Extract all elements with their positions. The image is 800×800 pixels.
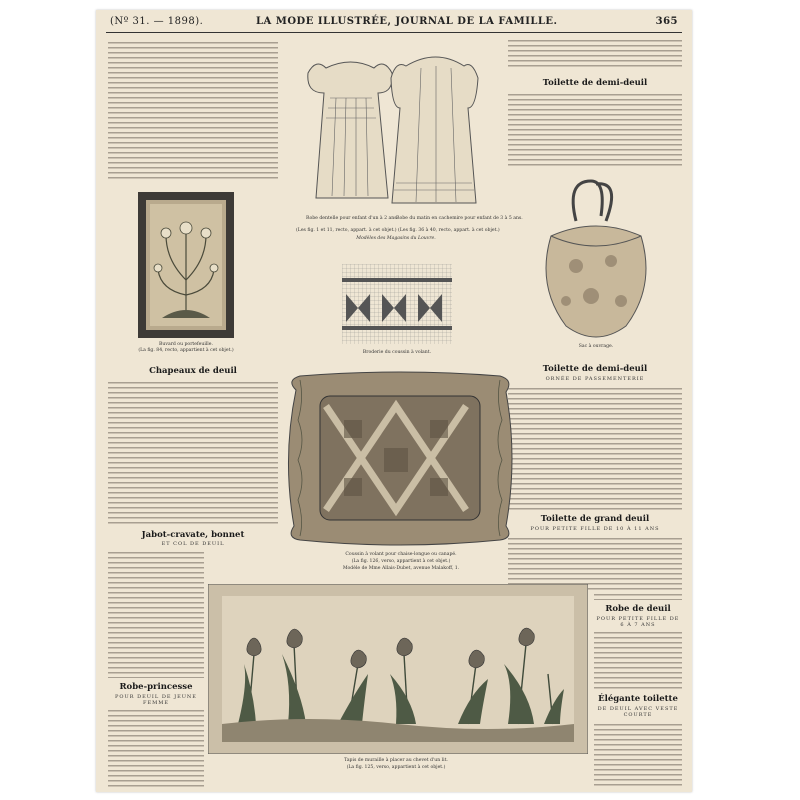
caption-broderie: Broderie du coussin à volant. <box>362 350 432 355</box>
broderie-pattern <box>342 264 452 344</box>
section-subtitle-robe-deuil: POUR PETITE FILLE DE 6 À 7 ANS <box>596 616 680 628</box>
text-block <box>108 708 204 788</box>
caption-tapis: Tapis de muraille à placer au chevet d'un lit. <box>344 758 448 763</box>
section-subtitle-grand-deuil: POUR PETITE FILLE DE 10 À 11 ANS <box>530 526 660 532</box>
sac-illustration <box>536 176 656 341</box>
caption-modeles: Modèles des Magasins du Louvre. <box>356 236 436 241</box>
section-title-elegante: Élégante toilette <box>598 694 678 704</box>
coussin-illustration <box>286 370 514 546</box>
caption-sac: Sac à ouvrage. <box>578 344 614 349</box>
caption-coussin-fig: (La fig. 126, verso, appartient à cet objet.) <box>351 559 451 564</box>
caption-tapis-fig: (La fig. 125, verso, appartient à cet objet.) <box>346 765 446 770</box>
text-block <box>508 92 682 166</box>
text-block <box>594 630 682 690</box>
text-block <box>508 386 682 510</box>
section-subtitle-robe-princesse: POUR DEUIL DE JEUNE FEMME <box>115 694 197 706</box>
caption-coussin: Coussin à volant pour chaise-longue ou canapé. <box>345 552 457 557</box>
section-title-jabot: Jabot-cravate, bonnet <box>141 530 245 540</box>
section-title-robe-princesse: Robe-princesse <box>119 682 193 692</box>
text-block <box>108 550 204 678</box>
issue-number: (Nº 31. — 1898). <box>110 16 204 27</box>
section-title-grand-deuil: Toilette de grand deuil <box>540 514 650 524</box>
caption-coussin-modele: Modèle de Mme Allais-Dubet, avenue Malakoff, 1. <box>342 566 460 571</box>
text-block <box>594 722 682 788</box>
header-rule <box>106 32 682 33</box>
text-block <box>508 38 682 70</box>
caption-robe-matin: Robe du matin en cachemire pour enfant de 3 à 5 ans. <box>396 216 523 221</box>
buvard-caption-fig: (La fig. 84, recto, appartient à cet objet.) <box>138 348 234 353</box>
section-subtitle-jabot: ET COL DE DEUIL <box>161 541 225 547</box>
buvard-illustration <box>136 190 236 340</box>
caption-robe-dentelle: Robe dentelle pour enfant d'un à 2 ans. <box>306 216 399 221</box>
section-title-demi-deuil-1: Toilette de demi-deuil <box>542 78 648 88</box>
magazine-page <box>96 10 692 792</box>
buvard-caption: Buvard ou portefeuille. <box>159 342 213 347</box>
journal-title: LA MODE ILLUSTRÉE, JOURNAL DE LA FAMILLE. <box>256 16 558 27</box>
section-subtitle-elegante: DE DEUIL AVEC VESTE COURTE <box>597 706 679 718</box>
text-block <box>108 40 278 180</box>
tapis-illustration <box>208 584 588 754</box>
section-title-demi-deuil-2: Toilette de demi-deuil <box>542 364 648 374</box>
page-number: 365 <box>655 16 678 27</box>
text-block <box>108 380 278 525</box>
text-block <box>594 592 682 600</box>
section-title-robe-deuil: Robe de deuil <box>605 604 671 614</box>
section-title-chapeaux: Chapeaux de deuil <box>149 366 237 376</box>
caption-robe-figs: (Les fig. 1 et 11, recto, appart. à cet objet.) (Les fig. 36 à 40, recto, appart. à cet objet.) <box>296 228 500 233</box>
children-dresses-illustration <box>296 38 486 213</box>
section-subtitle-demi-deuil-2: ORNÉE DE PASSEMENTERIE <box>545 376 645 382</box>
